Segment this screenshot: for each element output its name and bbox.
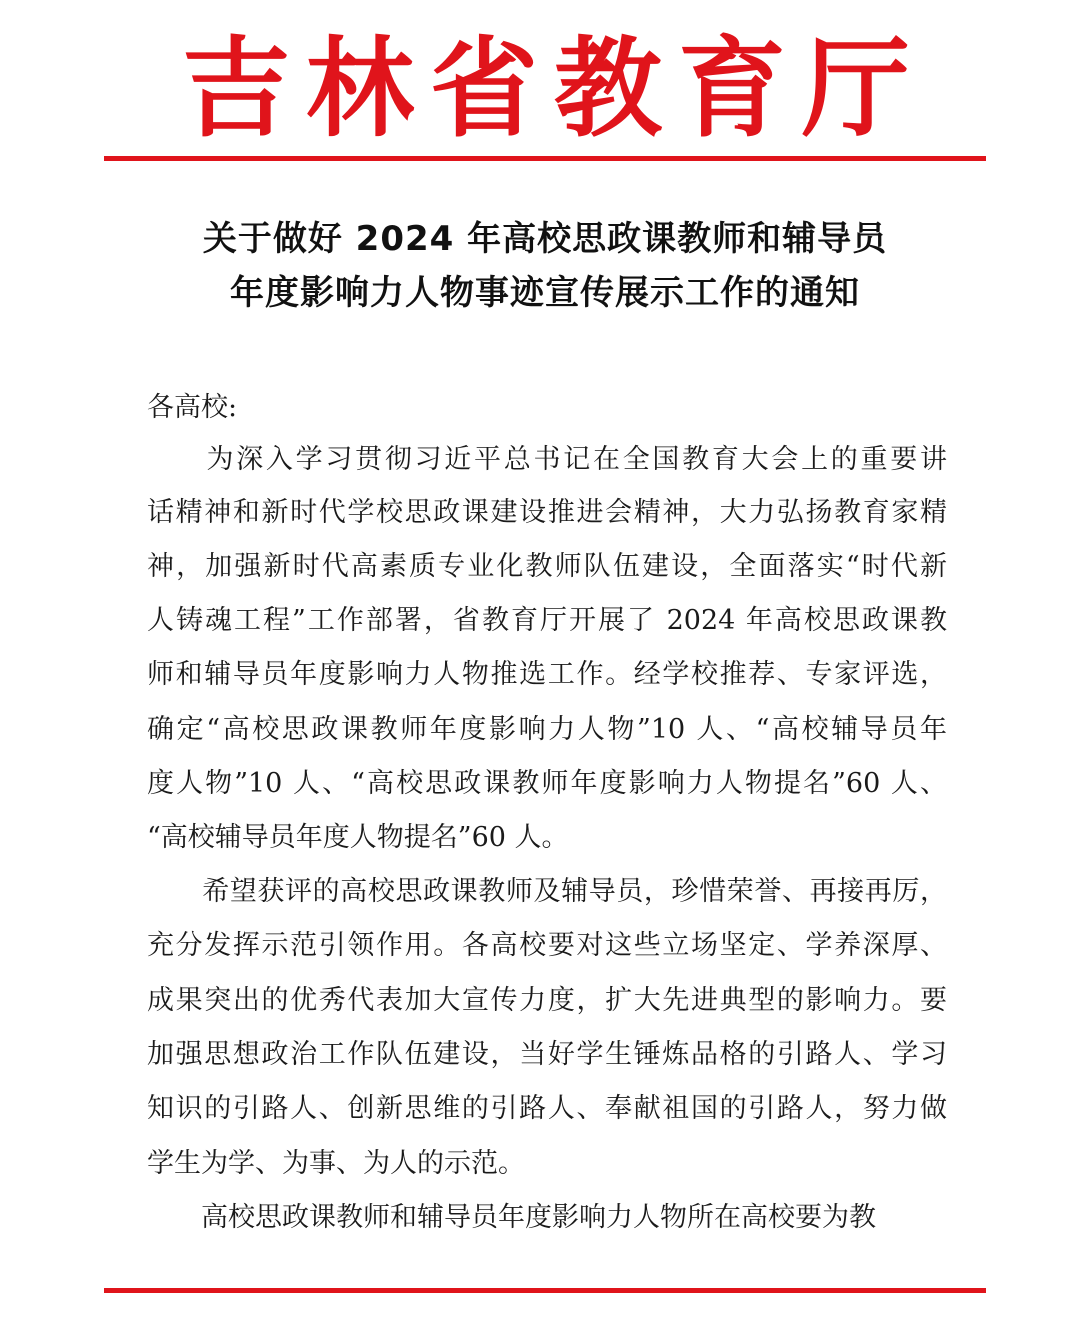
body-line: 知识的引路人、创新思维的引路人、奉献祖国的引路人，努力做 — [147, 1093, 947, 1124]
body-line: 人铸魂工程”工作部署，省教育厅开展了 2024 年高校思政课教 — [147, 605, 947, 636]
body-line: 确定“高校思政课教师年度影响力人物”10 人、“高校辅导员年 — [147, 714, 947, 745]
document-title-line-2: 年度影响力人物事迹宣传展示工作的通知 — [230, 273, 860, 313]
body-line: 学生为学、为事、为人的示范。 — [147, 1148, 525, 1179]
body-line: 为深入学习贯彻习近平总书记在全国教育大会上的重要讲 — [147, 444, 947, 475]
body-line: 度人物”10 人、“高校思政课教师年度影响力人物提名”60 人、 — [147, 768, 947, 799]
issuer-char-5: 育 — [677, 27, 786, 152]
body-line: “高校辅导员年度人物提名”60 人。 — [147, 822, 569, 853]
salutation: 各高校: — [147, 392, 238, 423]
footer-divider — [104, 1288, 986, 1293]
body-line: 希望获评的高校思政课教师及辅导员，珍惜荣誉、再接再厉， — [147, 876, 947, 907]
issuer-char-1: 吉 — [182, 27, 291, 152]
issuer-char-4: 教 — [553, 27, 662, 152]
body-line: 师和辅导员年度影响力人物推选工作。经学校推荐、专家评选， — [147, 659, 947, 690]
body-line: 成果突出的优秀代表加大宣传力度，扩大先进典型的影响力。要 — [147, 985, 947, 1016]
document-title-line-1: 关于做好 2024 年高校思政课教师和辅导员 — [202, 219, 888, 259]
header-divider — [104, 156, 986, 161]
body-line: 加强思想政治工作队伍建设，当好学生锤炼品格的引路人、学习 — [147, 1039, 947, 1070]
body-line: 充分发挥示范引领作用。各高校要对这些立场坚定、学养深厚、 — [147, 930, 947, 961]
issuer-header — [100, 27, 988, 152]
issuer-char-2: 林 — [305, 27, 414, 152]
body-line: 话精神和新时代学校思政课建设推进会精神，大力弘扬教育家精 — [147, 497, 947, 528]
issuer-char-3: 省 — [429, 27, 538, 152]
body-line: 神，加强新时代高素质专业化教师队伍建设，全面落实“时代新 — [147, 551, 947, 582]
issuer-char-6: 厅 — [801, 27, 910, 152]
body-line: 高校思政课教师和辅导员年度影响力人物所在高校要为教 — [147, 1202, 876, 1233]
